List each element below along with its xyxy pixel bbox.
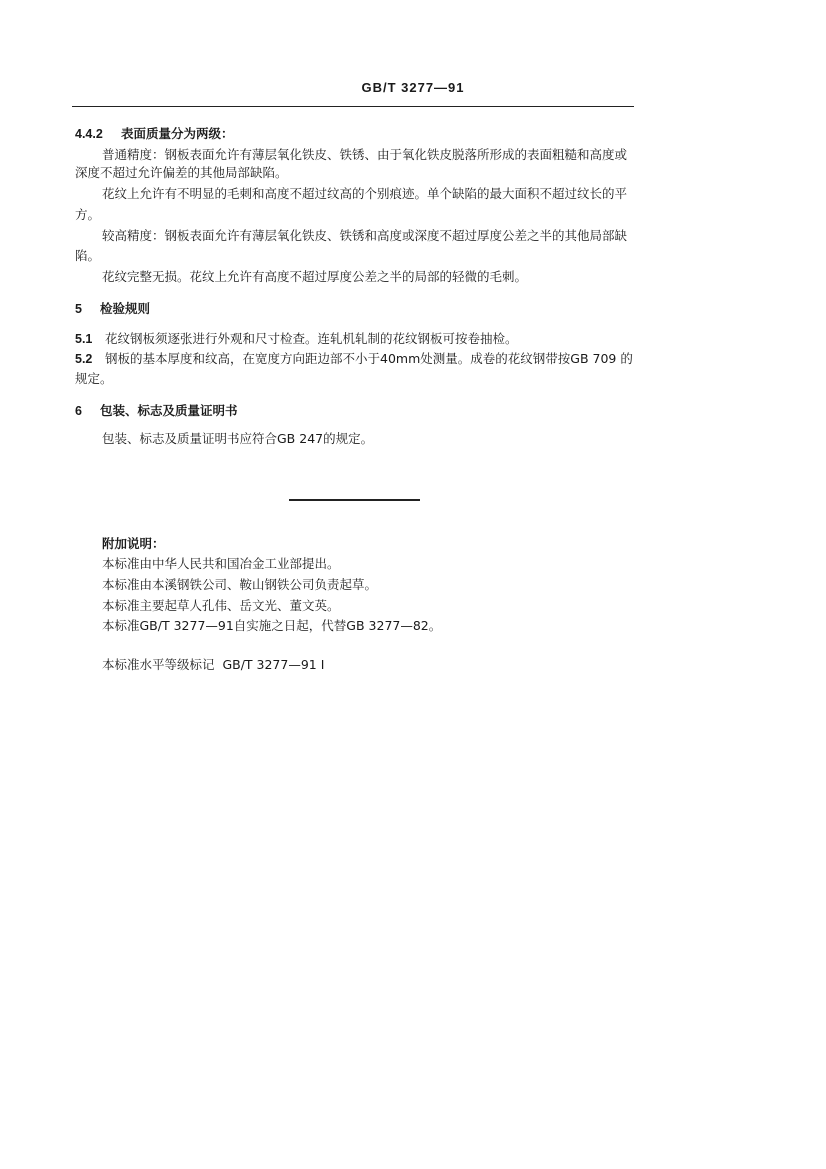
note-line-grade-mark: 本标准水平等级标记 GB/T 3277—91 I xyxy=(102,657,325,672)
section-title: 检验规则 xyxy=(100,301,151,316)
notes-heading: 附加说明： xyxy=(102,536,165,551)
clause-number: 5.1 xyxy=(75,332,93,346)
clause-text: 钢板的基本厚度和纹高，在宽度方向距边部不小于40mm处测量。成卷的花纹钢带按GB 709 的 xyxy=(105,351,633,366)
clause-text: 花纹钢板须逐张进行外观和尺寸检查。连轧机轧制的花纹钢板可按卷抽检。 xyxy=(105,331,518,346)
page-header-standard-number: GB/T 3277—91 xyxy=(361,80,465,95)
note-line: 本标准由中华人民共和国冶金工业部提出。 xyxy=(102,556,340,571)
clause-5-1 xyxy=(75,330,518,348)
section-number: 6 xyxy=(75,404,82,418)
paragraph-line: 花纹上允许有不明显的毛刺和高度不超过纹高的个别痕迹。单个缺陷的最大面积不超过纹长的平 xyxy=(102,186,628,201)
section-title: 表面质量分为两级： xyxy=(121,126,234,141)
note-line: 本标准主要起草人孔伟、岳文光、董文英。 xyxy=(102,598,340,613)
clause-number: 5.2 xyxy=(75,352,93,366)
note-line: 本标准由本溪钢铁公司、鞍山钢铁公司负责起草。 xyxy=(102,577,378,592)
paragraph-line: 深度不超过允许偏差的其他局部缺陷。 xyxy=(75,165,288,180)
section-number: 5 xyxy=(75,302,82,316)
clause-5-2 xyxy=(75,350,633,368)
paragraph-line: 普通精度：钢板表面允许有薄层氧化铁皮、铁锈、由于氧化铁皮脱落所形成的表面粗糙和高度或 xyxy=(102,147,628,162)
paragraph-line: 规定。 xyxy=(75,371,113,386)
paragraph-line: 包装、标志及质量证明书应符合GB 247的规定。 xyxy=(102,431,374,446)
paragraph-line: 较高精度：钢板表面允许有薄层氧化铁皮、铁锈和高度或深度不超过厚度公差之半的其他局部缺 xyxy=(102,228,628,243)
section-title: 包装、标志及质量证明书 xyxy=(100,403,238,418)
paragraph-line: 花纹完整无损。花纹上允许有高度不超过厚度公差之半的局部的轻微的毛刺。 xyxy=(102,269,528,284)
note-line: 本标准GB/T 3277—91自实施之日起，代替GB 3277—82。 xyxy=(102,618,442,633)
paragraph-line: 方。 xyxy=(75,207,101,222)
header-rule xyxy=(72,106,634,107)
end-of-standard-rule xyxy=(289,499,420,501)
section-4-4-2-heading xyxy=(75,125,234,143)
section-5-heading xyxy=(75,300,150,318)
section-number: 4.4.2 xyxy=(75,127,103,141)
section-6-heading xyxy=(75,402,238,420)
paragraph-line: 陷。 xyxy=(75,248,101,263)
